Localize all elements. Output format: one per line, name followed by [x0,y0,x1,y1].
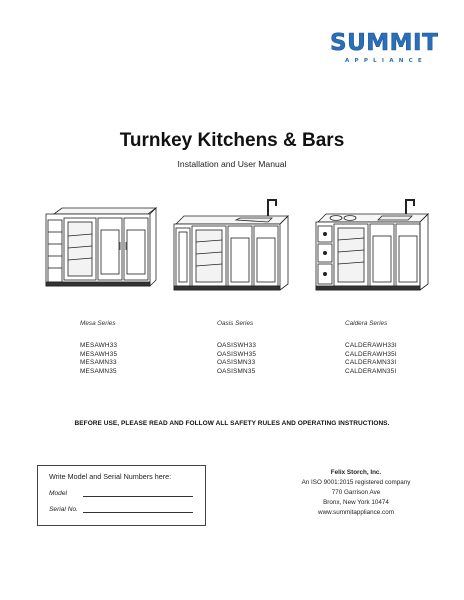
model-number: CALDERAWH33I [345,342,397,349]
serial-record-box [37,465,206,526]
serial-label: Serial No. [49,506,78,513]
model-label: Model [49,490,67,497]
series-column-oasis [217,320,347,376]
manual-title: Turnkey Kitchens & Bars [119,130,345,151]
logo-wordmark: SUMMIT [330,30,439,56]
safety-notice: BEFORE USE, PLEASE READ AND FOLLOW ALL SAFETY RULES AND OPERATING INSTRUCTIONS. [74,420,390,427]
model-number: CALDERAMN35I [345,367,397,375]
series-name: Oasis Series [217,320,254,327]
series-column-mesa [80,320,210,376]
model-entry-line [49,489,197,497]
summit-logo [330,30,439,72]
caldera-illustration [314,196,434,296]
model-number: CALDERAWH35I [345,350,397,358]
model-number: OASISWH33 [217,342,257,349]
serial-entry-line [49,505,197,513]
mesa-cabinet-drawing [44,196,160,292]
logo-subtext: APPLIANCE [345,58,427,64]
company-name: Felix Storch, Inc. [330,469,382,476]
model-number: MESAWH35 [80,350,118,358]
model-number: OASISWH35 [217,350,257,358]
company-iso: An ISO 9001:2015 registered company [301,479,411,486]
series-name: Mesa Series [80,320,116,327]
model-number: OASISMN33 [217,359,256,367]
series-name: Caldera Series [345,320,388,327]
manual-subtitle: Installation and User Manual [177,159,287,169]
model-write-line [83,489,193,497]
model-number: MESAMN33 [80,359,117,367]
company-info [290,468,422,518]
series-column-caldera [345,320,464,376]
company-address-street: 770 Garrison Ave [331,489,381,496]
company-website: www.summitappliance.com [318,509,394,516]
oasis-illustration [172,196,292,296]
model-number: MESAMN35 [80,367,117,375]
model-number: CALDERAMN33I [345,359,397,367]
model-number: OASISMN35 [217,367,256,375]
company-address-city: Bronx, New York 10474 [323,499,389,506]
record-heading: Write Model and Serial Numbers here: [49,472,172,481]
mesa-illustration [44,196,160,292]
caldera-cabinet-drawing [314,196,434,296]
serial-write-line [83,505,193,513]
oasis-cabinet-drawing [172,196,292,296]
model-number: MESAWH33 [80,342,118,349]
